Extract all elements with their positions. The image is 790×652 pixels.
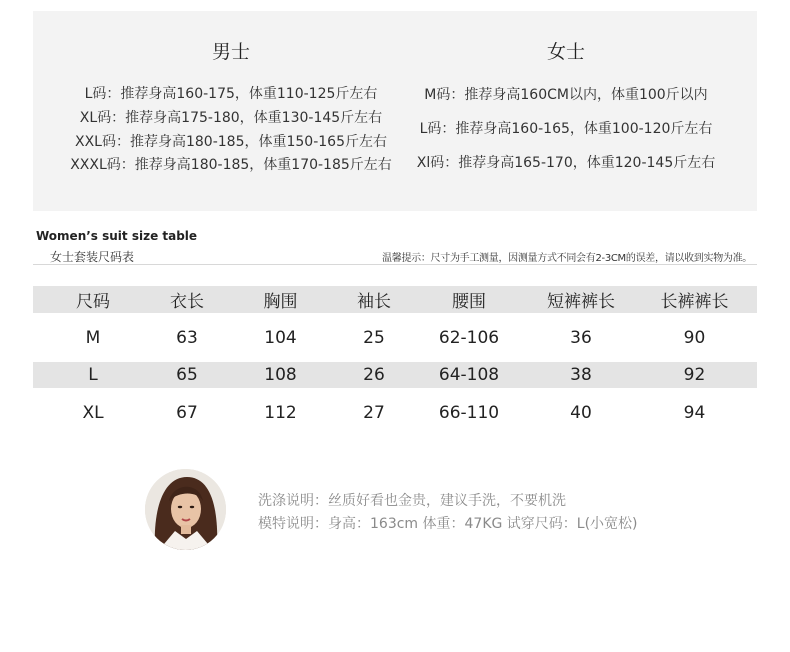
table-cell: 112 [264,403,297,423]
table-cell: 63 [176,327,198,348]
table-cell: 94 [683,403,706,423]
table-header-cell: 长裤裤长 [660,292,729,312]
table-row [33,362,757,388]
care-text [258,490,638,536]
table-cell: L [88,365,98,385]
table-cell: M [85,327,101,348]
table-header-cell: 胸围 [263,292,298,312]
table-header-cell: 袖长 [357,292,391,312]
table-row [33,388,757,438]
table-cell: 92 [683,365,706,385]
table-cell: 62-106 [438,327,500,348]
women-size-list [411,87,721,171]
measurement-note: 温馨提示：尺寸为手工测量，因测量方式不同会有2-3CM的误差，请以收到实物为准。 [382,253,752,264]
table-cell: XL [82,403,104,423]
model-info: 模特说明：身高：163cm 体重：47KG 试穿尺码：L(小宽松) [258,516,638,532]
women-recommendation [411,11,721,171]
table-cell: 65 [176,365,198,385]
women-size-line: Xl码：推荐身高165-170，体重120-145斤左右 [416,155,716,171]
table-header-cell: 尺码 [76,292,110,312]
women-title: 女士 [546,41,585,63]
men-size-line: XL码：推荐身高175-180，体重130-145斤左右 [79,110,383,126]
table-header-cell: 衣长 [170,292,204,312]
men-size-line: XXL码：推荐身高180-185，体重150-165斤左右 [75,134,387,150]
table-cell: 108 [264,365,297,385]
table-cell: 90 [683,327,706,348]
size-table-title: Women’s suit size table [36,229,198,243]
model-avatar [145,469,226,550]
table-cell: 26 [363,365,385,385]
men-title: 男士 [211,41,250,63]
men-recommendation [33,11,429,173]
table-header-row [33,286,757,313]
table-header-cell: 短裤裤长 [547,292,615,312]
table-cell: 27 [363,403,385,423]
women-size-line: M码：推荐身高160CM以内，体重100斤以内 [424,87,708,103]
table-cell: 40 [570,403,592,423]
table-cell: 64-108 [438,365,500,385]
size-table [33,286,757,438]
care-and-model-info [145,469,665,551]
table-header-cell: 腰围 [452,292,486,312]
men-size-list [33,86,429,173]
table-cell: 38 [570,365,592,385]
table-cell: 104 [264,327,297,348]
table-cell: 67 [176,403,198,423]
table-row [33,313,757,362]
size-table-subtitle: 女士套装尺码表 [50,250,135,264]
men-size-line: L码：推荐身高160-175，体重110-125斤左右 [84,86,378,102]
wash-instructions: 洗涤说明：丝质好看也金贵，建议手洗，不要机洗 [258,493,566,509]
men-size-line: XXXL码：推荐身高180-185，体重170-185斤左右 [70,157,392,173]
table-cell: 66-110 [438,403,500,423]
divider [33,264,757,265]
table-cell: 36 [570,327,592,348]
women-size-line: L码：推荐身高160-165，体重100-120斤左右 [419,121,713,137]
table-cell: 25 [363,327,385,348]
size-recommendation-panel [33,11,757,211]
